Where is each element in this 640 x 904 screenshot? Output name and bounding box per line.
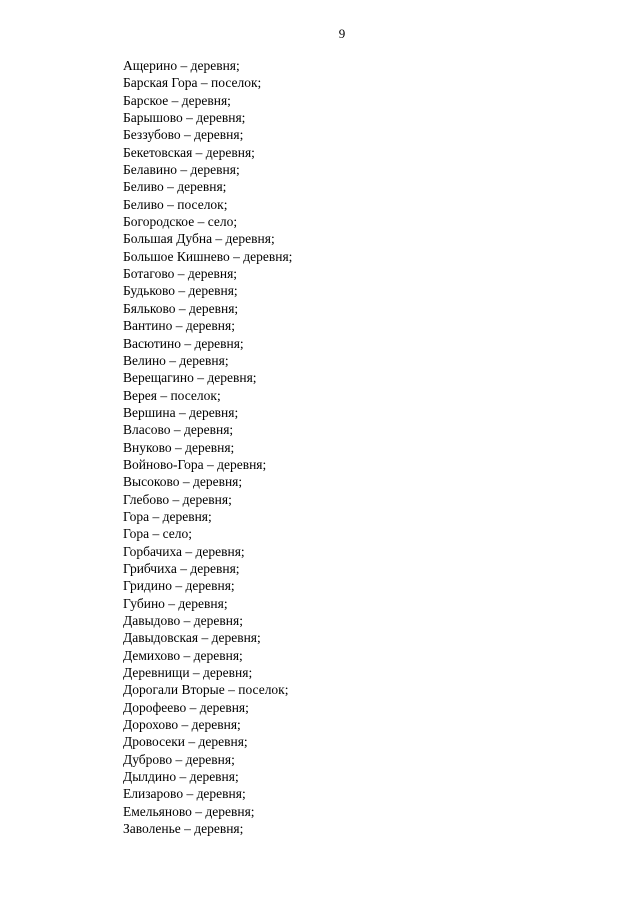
list-item: Велино – деревня; — [123, 352, 229, 368]
list-item: Беззубово – деревня; — [123, 127, 244, 143]
list-item: Вершина – деревня; — [123, 404, 239, 420]
list-item: Белавино – деревня; — [123, 162, 240, 178]
list-item: Дровосеки – деревня; — [123, 734, 248, 750]
list-item: Заволенье – деревня; — [123, 821, 244, 837]
list-item: Глебово – деревня; — [123, 491, 232, 507]
list-item: Войново-Гора – деревня; — [123, 456, 267, 472]
list-item: Давыдово – деревня; — [123, 613, 243, 628]
list-item: Барская Гора – поселок; — [123, 75, 262, 91]
list-item: Вантино – деревня; — [123, 318, 235, 334]
list-item: Богородское – село; — [123, 214, 238, 230]
list-item: Барышово – деревня; — [123, 110, 246, 126]
list-item: Ботагово – деревня; — [123, 266, 238, 282]
list-item: Дорофеево – деревня; — [123, 699, 249, 715]
list-item: Дорохово – деревня; — [123, 717, 241, 733]
list-item: Васютино – деревня; — [123, 335, 244, 351]
list-item: Беливо – деревня; — [123, 179, 227, 195]
page-number: 9 — [338, 26, 346, 41]
list-item: Емельяново – деревня; — [123, 803, 255, 819]
list-item: Деревнищи – деревня; — [123, 665, 253, 681]
list-item: Большое Кишнево – деревня; — [123, 248, 293, 264]
list-item: Губино – деревня; — [123, 595, 228, 611]
list-item: Гора – село; — [123, 526, 192, 542]
list-item: Грибчиха – деревня; — [123, 560, 240, 576]
list-item: Дорогали Вторые – поселок; — [123, 682, 289, 698]
list-item: Верея – поселок; — [123, 387, 221, 403]
list-item: Ащерино – деревня; — [123, 58, 240, 73]
list-item: Елизарово – деревня; — [123, 786, 246, 802]
list-item: Демихово – деревня; — [123, 647, 243, 663]
list-item: Высоково – деревня; — [123, 474, 243, 490]
list-item: Власово – деревня; — [123, 422, 234, 438]
list-item: Верещагино – деревня; — [123, 370, 257, 386]
list-item: Давыдовская – деревня; — [123, 630, 261, 646]
list-item: Внуково – деревня; — [123, 439, 235, 455]
list-item: Дуброво – деревня; — [123, 751, 235, 767]
list-item: Будьково – деревня; — [123, 283, 238, 299]
list-item: Дылдино – деревня; — [123, 769, 239, 785]
list-item: Барское – деревня; — [123, 92, 231, 108]
list-item: Гора – деревня; — [123, 508, 212, 524]
settlement-list — [123, 57, 292, 837]
list-item: Бекетовская – деревня; — [123, 144, 255, 160]
list-item: Бяльково – деревня; — [123, 300, 239, 316]
list-item: Большая Дубна – деревня; — [123, 231, 275, 247]
list-item: Гридино – деревня; — [123, 578, 235, 594]
list-item: Беливо – поселок; — [123, 196, 228, 212]
list-item: Горбачиха – деревня; — [123, 543, 245, 559]
